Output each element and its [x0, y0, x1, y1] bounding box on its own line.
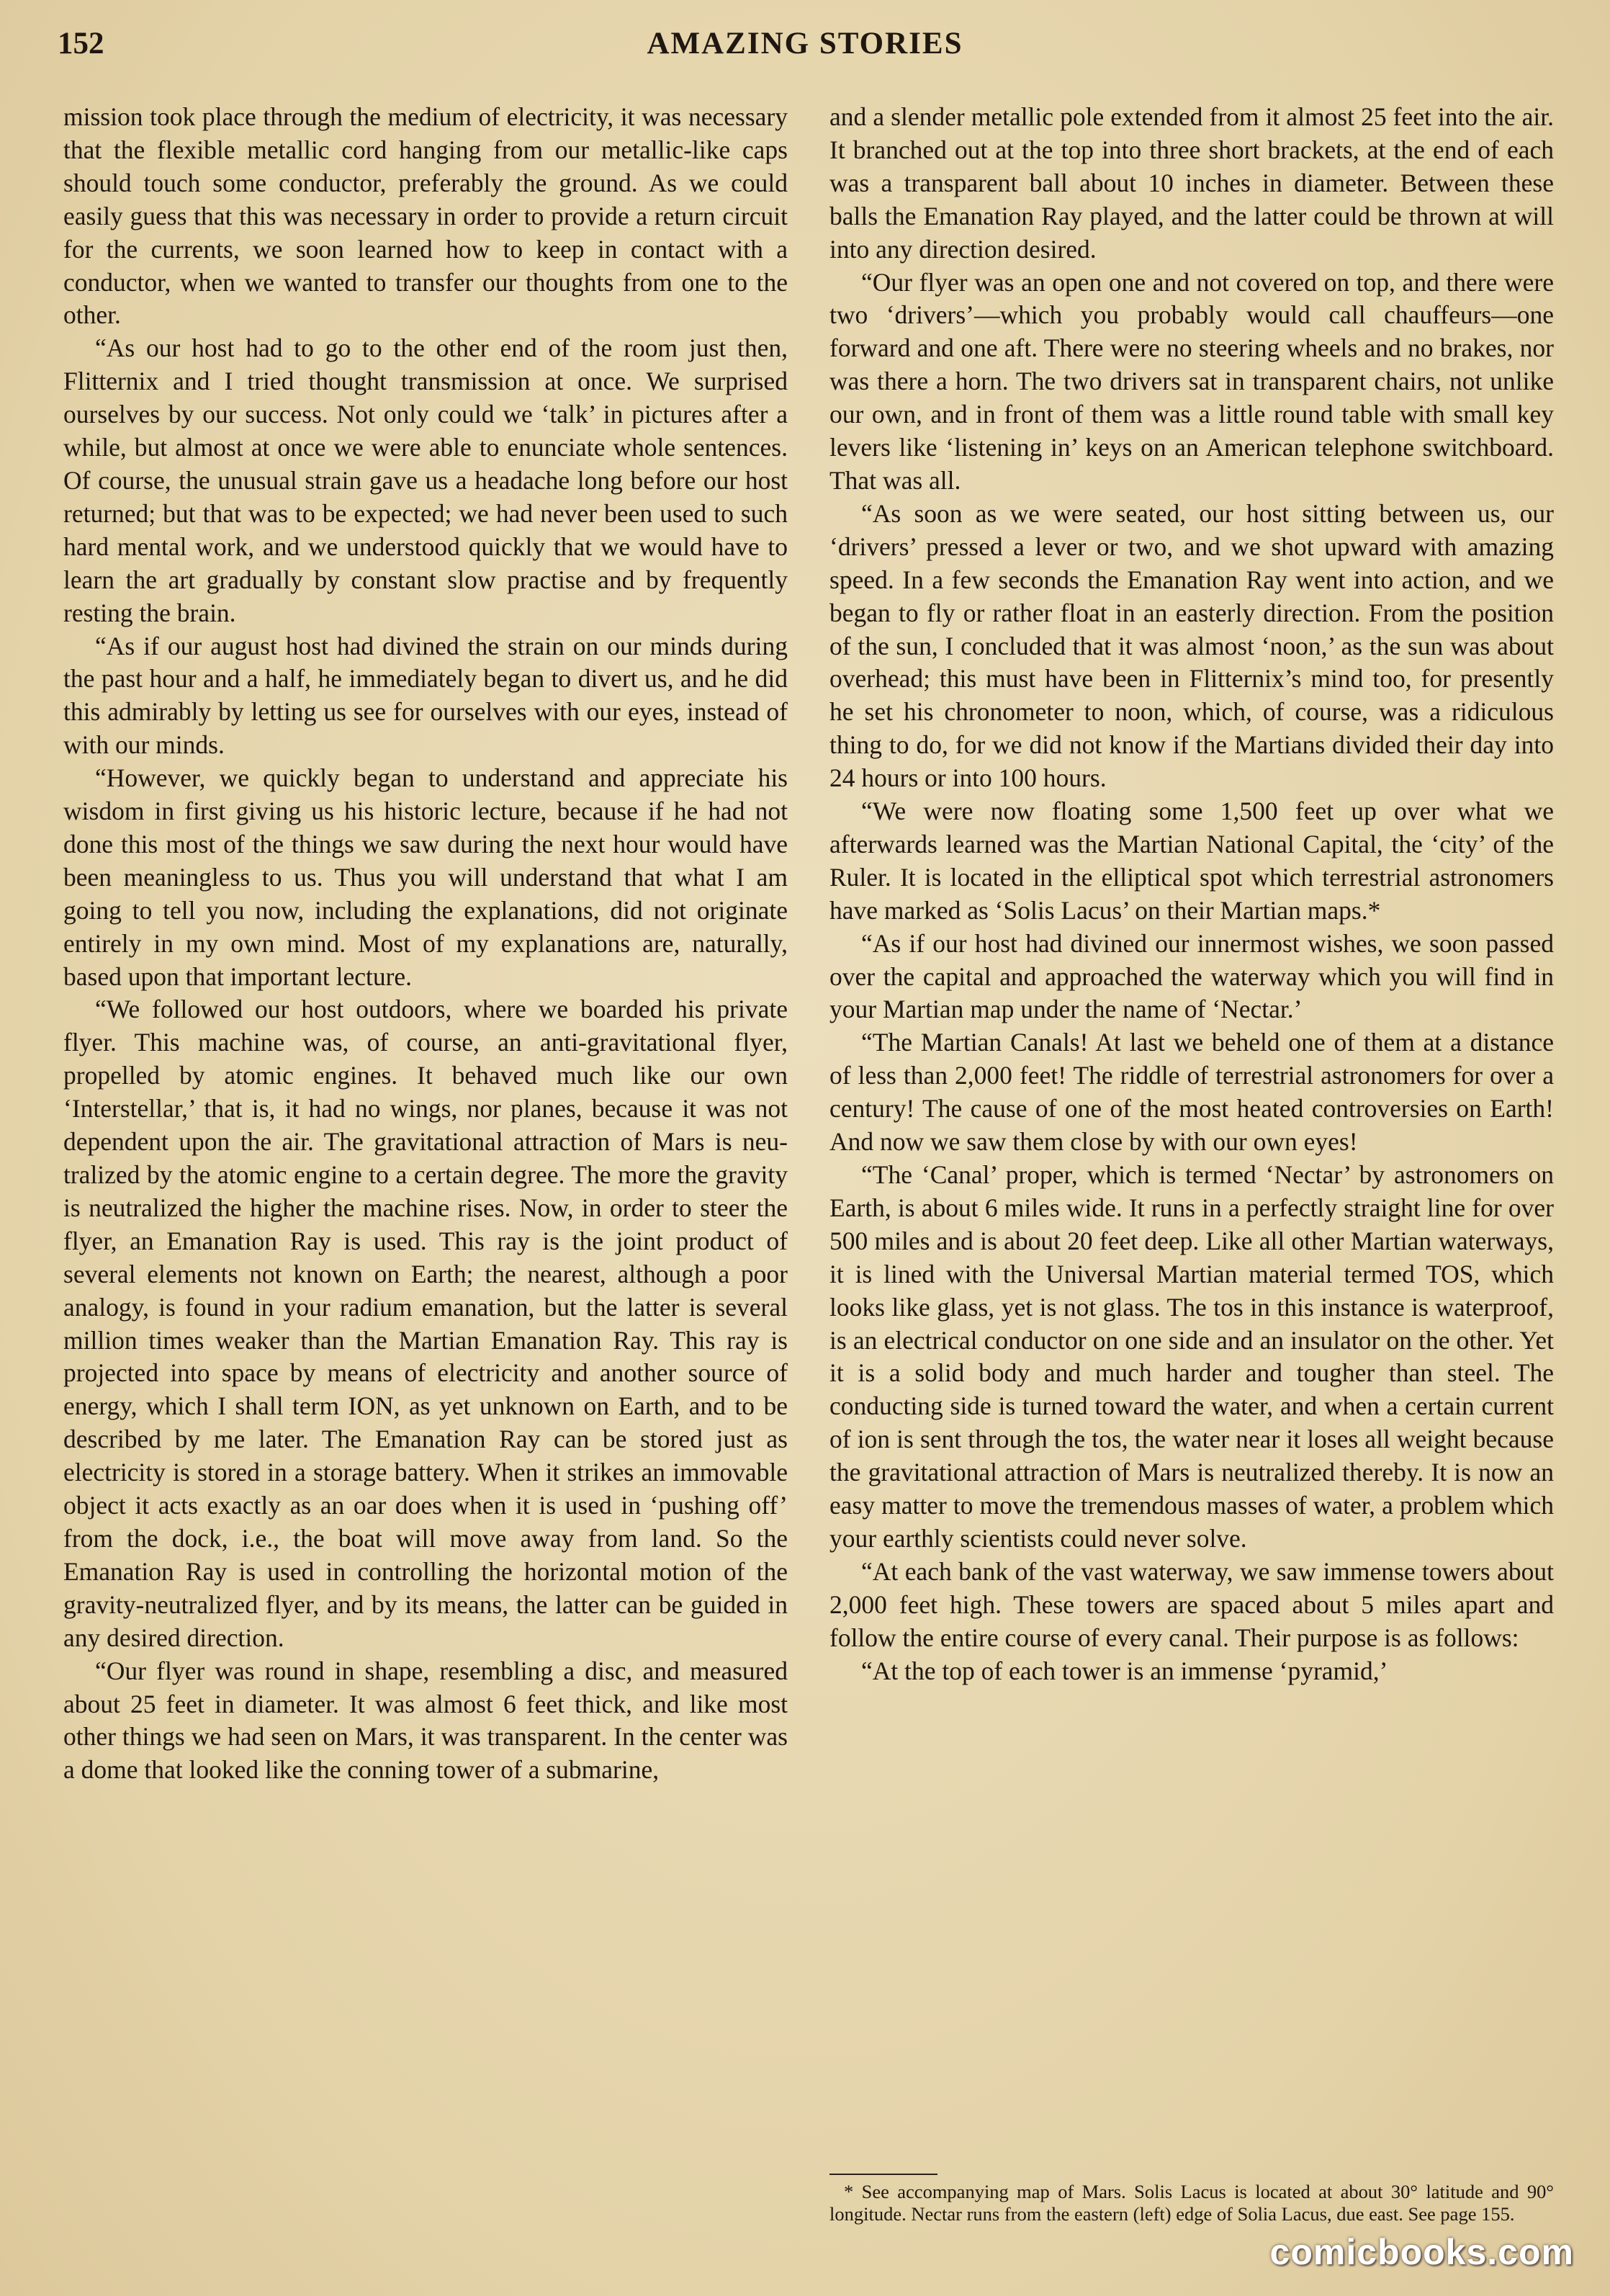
- left-column: [63, 101, 788, 1787]
- paragraph: “As if our august host had divined the strain on our minds during the past hour and a half, he immediately began to divert us, and he did this admirably by letting us see for ourselves with our eyes, instead of with our minds.: [63, 631, 788, 760]
- footnote-divider: [829, 2174, 937, 2175]
- paragraph: “We followed our host outdoors, where we boarded his private flyer. This machine was, of course, an anti-gravitational flyer, propelled by atomic engines. It behaved much like our own ‘Interstellar,’ that is, it had no wings, nor planes, because it was not dependent upon the air. The gravitational attraction of Mars is neutralized by the atomic engine to a certain degree. The more the gravity is neutralized the higher the machine rises. Now, in order to steer the flyer, an Emanation Ray is used. This ray is the joint product of several elements not known on Earth; the nearest, although a poor analogy, is found in your radium emanation, but the latter is several million times weaker than the Martian Emanation Ray. This ray is projected into space by means of electricity and another source of energy, which I shall term ION, as yet unknown on Earth, and to be described by me later. The Emanation Ray can be stored just as electricity is stored in a storage battery. When it strikes an immovable object it acts exactly as an oar does when it is used in ‘pushing off’ from the dock, i.e., the boat will move away from land. So the Emanation Ray is used in controlling the horizontal motion of the gravity-neutralized flyer, and by its means, the latter can be guided in any desired direction.: [63, 995, 788, 1652]
- page-header: [58, 26, 1552, 69]
- paragraph: “The Martian Canals! At last we beheld one of them at a distance of less than 2,000 feet! The riddle of terrestrial astronomers for over a century! The cause of one of the most heated controversies on Earth! And now we saw them close by with our own eyes!: [829, 1028, 1554, 1157]
- running-title: AMAZING STORIES: [647, 27, 963, 60]
- paragraph: and a slender metallic pole extended from it almost 25 feet into the air. It branched out at the top into three short brackets, at the end of each was a transparent ball about 10 inches in diameter. Between these balls the Emanation Ray played, and the latter could be thrown at will into any direction desired.: [829, 102, 1554, 264]
- paragraph: “As if our host had divined our innermost wishes, we soon passed over the capital and approached the waterway which you will find in your Martian map under the name of ‘Nectar.’: [829, 928, 1554, 1024]
- paragraph: “However, we quickly began to understand and appreciate his wisdom in first giving us his historic lecture, because if he had not done this most of the things we saw during the next hour would have been meaningless to us. Thus you will understand that what I am going to tell you now, including the explanations, did not originate entirely in my own mind. Most of my explanations are, naturally, based upon that important lecture.: [63, 763, 788, 991]
- paragraph: “We were now floating some 1,500 feet up over what we afterwards learned was the Martian National Capital, the ‘city’ of the Ruler. It is located in the elliptical spot which terrestrial astronomers have marked as ‘Solis Lacus’ on their Martian maps.*: [829, 797, 1554, 925]
- paragraph: mission took place through the medium of electricity, it was necessary that the flexible metallic cord hanging from our metallic-like caps should touch some conductor, preferably the ground. As we could easily guess that this was necessary in order to provide a return circuit for the currents, we soon learned how to keep in contact with a conductor, when we wanted to transfer our thoughts from one to the other.: [63, 102, 788, 330]
- paragraph: “As soon as we were seated, our host sitting between us, our ‘drivers’ pressed a lever or two, and we shot upward with amazing speed. In a few seconds the Emanation Ray went into action, and we began to fly or rather float in an easterly direction. From the position of the sun, I concluded that it was almost ‘noon,’ as the sun was about overhead; this must have been in Flitternix’s mind too, for presently he set his chronometer to noon, which, of course, was a ridiculous thing to do, for we did not know if the Martians divided their day into 24 hours or into 100 hours.: [829, 498, 1554, 793]
- paragraph: “Our flyer was an open one and not covered on top, and there were two ‘drivers’—which you probably would call chauffeurs—one forward and one aft. There were no steering wheels and no brakes, nor was there a horn. The two drivers sat in transparent chairs, not unlike our own, and in front of them was a little round table with small key levers like ‘listening in’ keys on an American telephone switchboard. That was all.: [829, 267, 1554, 495]
- paragraph: “Our flyer was round in shape, resembling a disc, and measured about 25 feet in diameter. It was almost 6 feet thick, and like most other things we had seen on Mars, it was transparent. In the center was a dome that looked like the conning tower of a submarine,: [63, 1656, 788, 1785]
- footnote-text: * See accompanying map of Mars. Solis Lacus is located at about 30° latitude and 90° longitude. Nectar runs from the eastern (left) edge of Solia Lacus, due east. See page 155.: [829, 2181, 1554, 2225]
- footnote: [829, 2174, 1554, 2225]
- paragraph: “At each bank of the vast waterway, we saw immense towers about 2,000 feet high. These towers are spaced about 5 miles apart and follow the entire course of every canal. Their purpose is as follows:: [829, 1556, 1554, 1652]
- watermark: comicbooks.com: [1269, 2232, 1574, 2272]
- paragraph: “At the top of each tower is an immense ‘pyramid,’: [861, 1656, 1388, 1685]
- paragraph: “The ‘Canal’ proper, which is termed ‘Nectar’ by astronomers on Earth, is about 6 miles wide. It runs in a perfectly straight line for over 500 miles and is about 20 feet deep. Like all other Martian waterways, it is lined with the Universal Martian material termed TOS, which looks like glass, yet is not glass. The tos in this instance is waterproof, is an electrical conductor on one side and an insulator on the other. Yet it is a solid body and much harder and tougher than steel. The conducting side is turned toward the water, and when a certain current of ion is sent through the tos, the water near it loses all weight because the gravitational attraction of Mars is neutralized thereby. It is now an easy matter to move the tremendous masses of water, a problem which your earthly scientists could never solve.: [829, 1160, 1554, 1553]
- paragraph: “As our host had to go to the other end of the room just then, Flitternix and I tried thought transmission at once. We surprised ourselves by our success. Not only could we ‘talk’ in pictures after a while, but almost at once we were able to enunciate whole sentences. Of course, the unusual strain gave us a headache long before our host returned; but that was to be expected; we had never been used to such hard mental work, and we understood quickly that we would have to learn the art gradually by constant slow practise and by frequently resting the brain.: [63, 333, 788, 627]
- page-number: 152: [58, 27, 104, 60]
- right-column: [829, 101, 1554, 1688]
